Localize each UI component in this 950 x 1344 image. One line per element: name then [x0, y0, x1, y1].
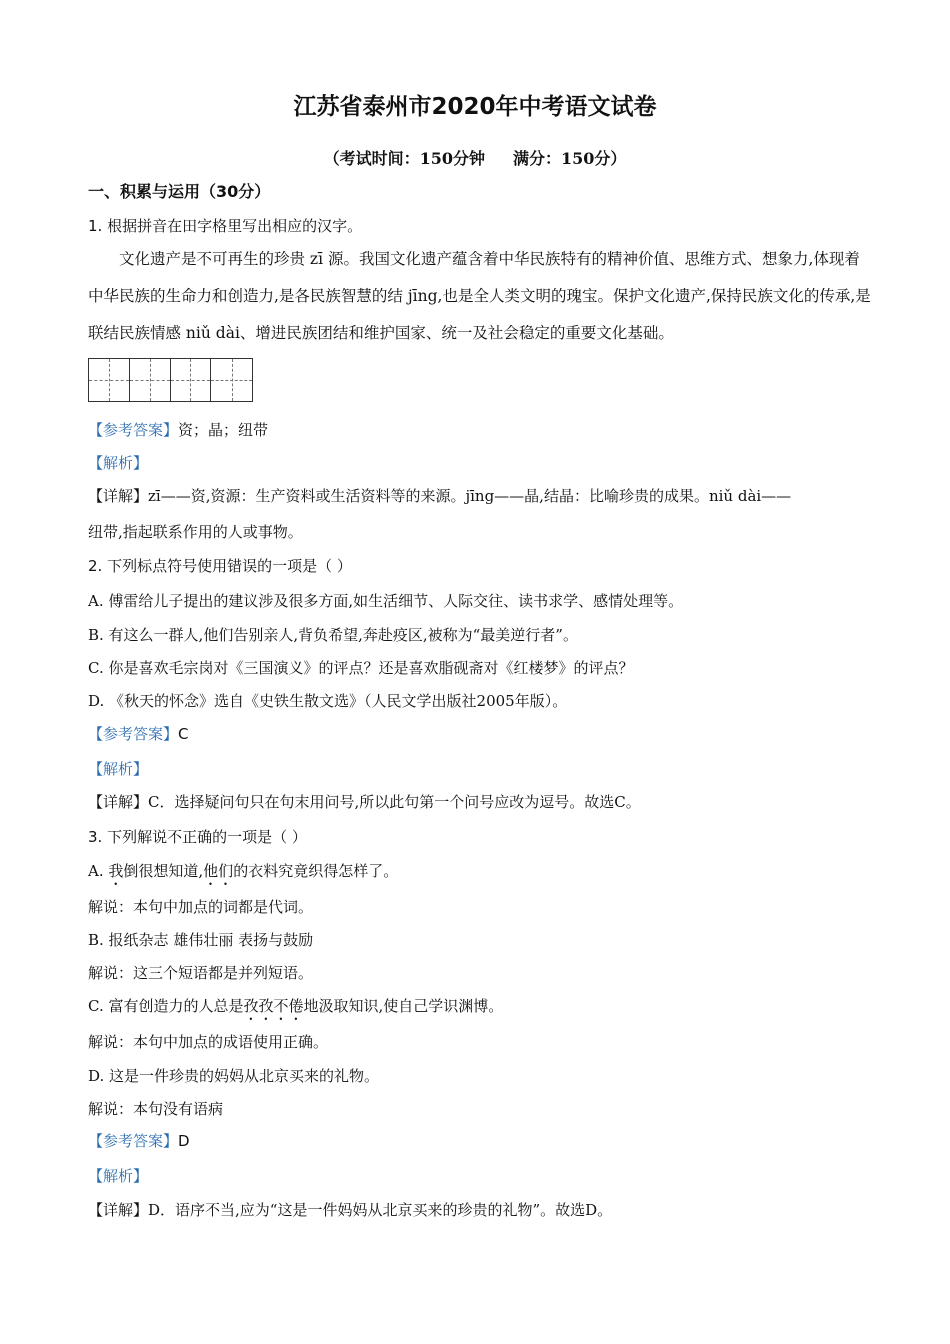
- grid-cell: [130, 359, 171, 401]
- question-3-answer: [88, 1131, 190, 1151]
- question-number: 2.: [88, 557, 103, 575]
- exam-score: 满分：150分）: [513, 149, 627, 168]
- grid-cell: [89, 359, 130, 401]
- question-2-option-d: D. 《秋天的怀念》选自《史铁生散文选》（人民文学出版社2005年版）。: [88, 692, 568, 710]
- option-text: 的衣料究竟织得怎样了。: [233, 862, 399, 880]
- answer-label: 【参考答案】: [88, 1132, 179, 1150]
- option-text: C. 富有创造力的人总是: [88, 997, 244, 1015]
- question-3-detail: 【详解】D．语序不当,应为“这是一件妈妈从北京买来的珍贵的礼物”。故选D。: [88, 1201, 613, 1219]
- question-3-option-a: [88, 861, 398, 889]
- question-1-detail-1: 【详解】zī——资,资源：生产资料或生活资料等的来源。jīng——晶,结晶：比喻珍贵的成果。niǔ dài——: [88, 487, 792, 505]
- question-3-option-b: B. 报纸杂志 雄伟壮丽 表扬与鼓励: [88, 931, 314, 949]
- question-2-stem: [88, 556, 352, 576]
- question-number: 1.: [88, 217, 103, 235]
- question-3-explain-c: 解说：本句中加点的成语使用正确。: [88, 1033, 329, 1051]
- page-title: 江苏省泰州市2020年中考语文试卷: [293, 94, 657, 120]
- exam-subtitle: [0, 146, 950, 169]
- exam-time: （考试时间：150分钟: [323, 149, 485, 168]
- question-1-stem: [88, 216, 362, 236]
- answer-label: 【参考答案】: [88, 421, 179, 439]
- answer-value: 资；晶；纽带: [178, 421, 269, 439]
- question-2-analysis-label: 【解析】: [88, 760, 149, 778]
- tianzige-grid: [88, 358, 253, 402]
- question-1-answer: [88, 420, 268, 440]
- question-3-option-c: [88, 996, 503, 1024]
- question-2-option-a: A. 傅雷给儿子提出的建议涉及很多方面,如生活细节、人际交往、读书求学、感情处理等。: [88, 592, 684, 610]
- question-3-explain-d: 解说：本句没有语病: [88, 1100, 224, 1118]
- answer-value: C: [178, 725, 189, 743]
- question-2-detail: 【详解】C．选择疑问句只在句末用问号,所以此句第一个问号应改为逗号。故选C。: [88, 793, 641, 811]
- question-3-explain-a: 解说：本句中加点的词都是代词。: [88, 898, 314, 916]
- option-prefix: A.: [88, 862, 109, 880]
- question-number: 3.: [88, 828, 103, 846]
- question-2-option-b: B. 有这么一群人,他们告别亲人,背负希望,奔赴疫区,被称为“最美逆行者”。: [88, 626, 578, 644]
- question-2-option-c: C. 你是喜欢毛宗岗对《三国演义》的评点？还是喜欢脂砚斋对《红楼梦》的评点？: [88, 659, 634, 677]
- question-3-stem: [88, 827, 307, 847]
- grid-cell: [211, 359, 252, 401]
- question-1-analysis-label: 【解析】: [88, 454, 149, 472]
- question-3-analysis-label: 【解析】: [88, 1167, 149, 1185]
- question-2-answer: [88, 724, 189, 744]
- option-text: 地汲取知识,使自己学识渊博。: [303, 997, 504, 1015]
- question-3-option-d: D. 这是一件珍贵的妈妈从北京买来的礼物。: [88, 1067, 380, 1085]
- question-3-explain-b: 解说：这三个短语都是并列短语。: [88, 964, 314, 982]
- question-1-detail-2: 纽带,指起联系作用的人或事物。: [88, 523, 303, 541]
- question-text: 下列解说不正确的一项是（ ）: [102, 828, 307, 846]
- answer-label: 【参考答案】: [88, 725, 179, 743]
- grid-cell: [171, 359, 212, 401]
- question-text: 根据拼音在田字格里写出相应的汉字。: [102, 217, 363, 235]
- dotted-word: 他们: [203, 862, 234, 880]
- dotted-word: 我: [108, 862, 124, 880]
- question-1-passage: 文化遗产是不可再生的珍贵 zī 源。我国文化遗产蕴含着中华民族特有的精神价值、思维方式、想象力,体现着中华民族的生命力和创造力,是各民族智慧的结 jīng,也是全人类文明的瑰宝。保护文化遗产,保持民族文化的传承,是联结民族情感 niǔ dài、增进民族团结和维护国家、统一及社会稳定的重要文化基础。: [88, 250, 871, 342]
- section-heading: 一、积累与运用（30分）: [88, 182, 271, 201]
- dotted-word: 孜孜不倦: [243, 997, 304, 1015]
- question-text: 下列标点符号使用错误的一项是（ ）: [102, 557, 352, 575]
- answer-value: D: [178, 1132, 190, 1150]
- option-text: 倒很想知道,: [123, 862, 204, 880]
